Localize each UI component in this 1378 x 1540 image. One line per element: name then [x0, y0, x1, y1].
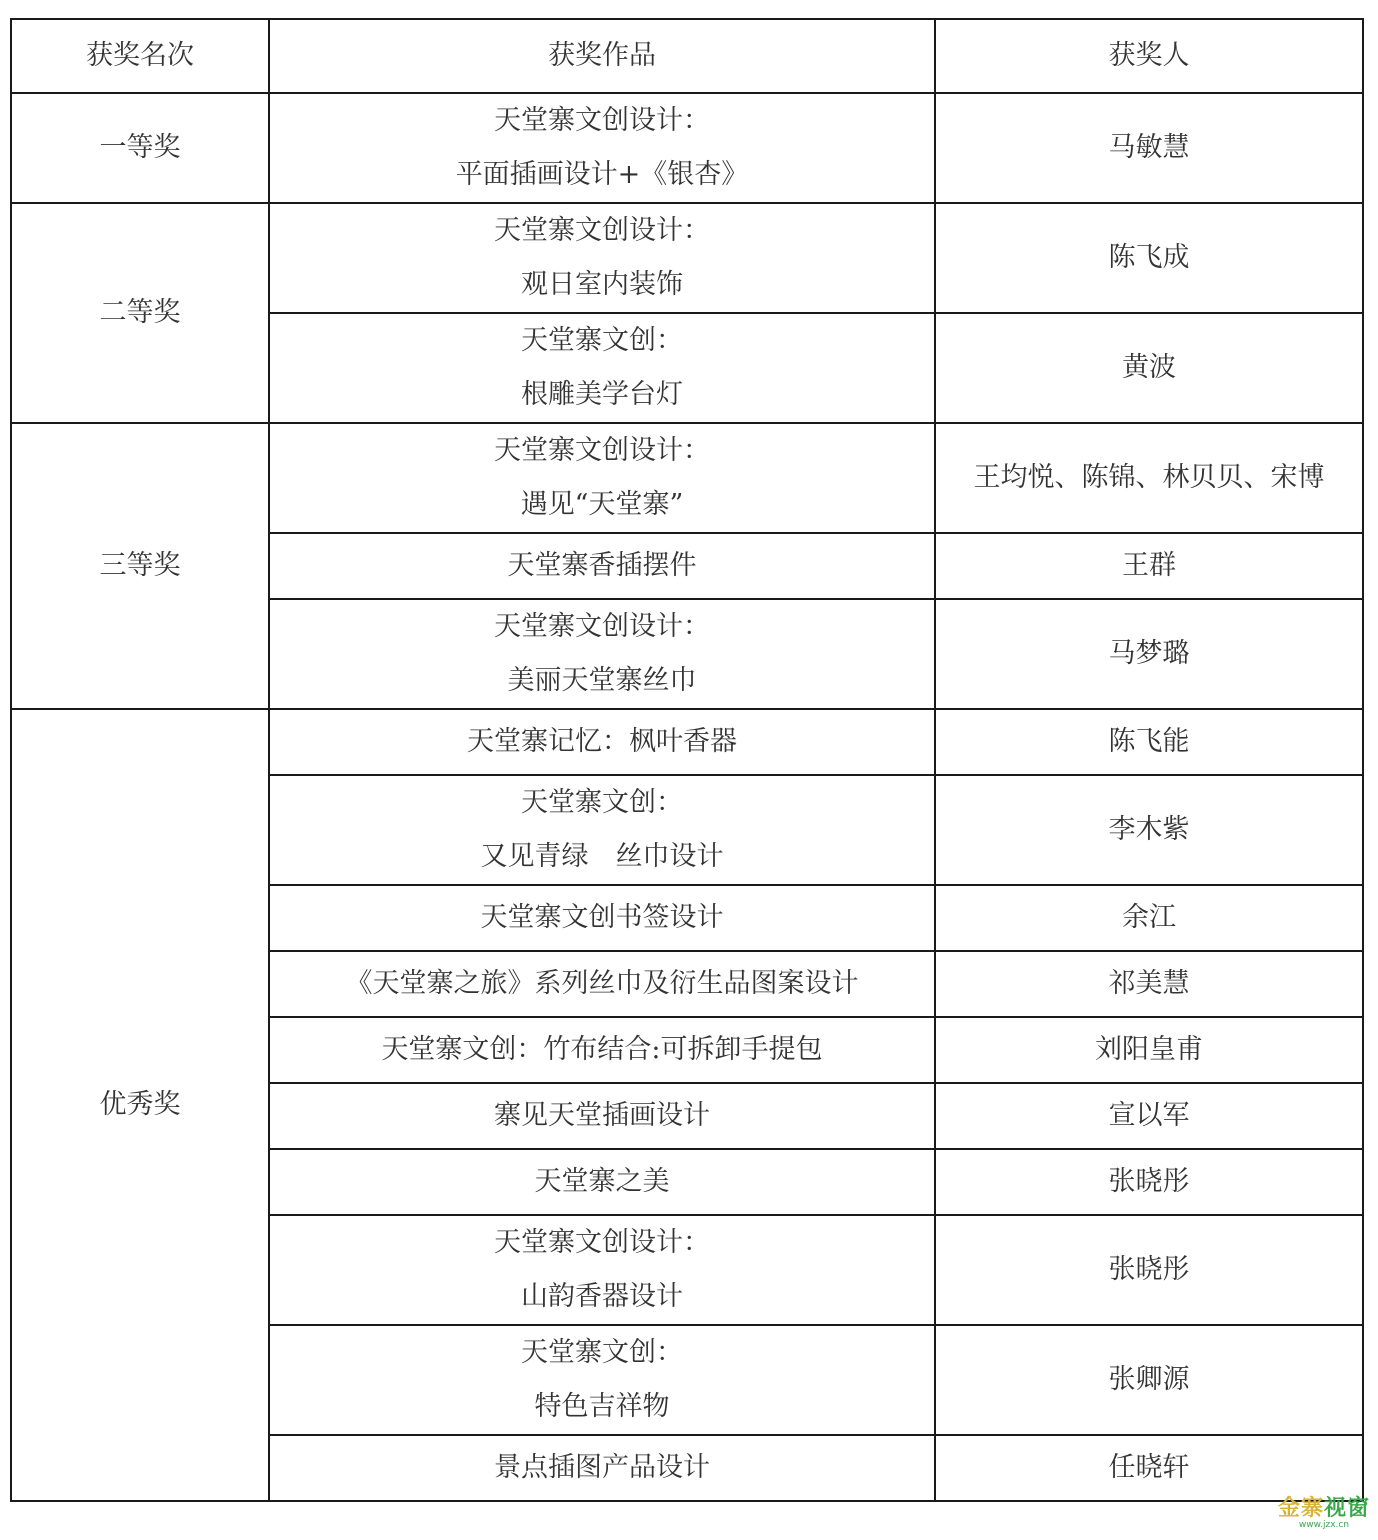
table-row [11, 93, 1363, 203]
winner-cell: 王群 [935, 533, 1363, 599]
work-line: 天堂寨文创： [521, 1337, 683, 1368]
work-line: 平面插画设计+《银杏》 [455, 159, 749, 190]
header-winner: 获奖人 [935, 19, 1363, 93]
work-cell: 寨见天堂插画设计 [269, 1083, 935, 1149]
rank-cell-second: 二等奖 [11, 203, 269, 423]
work-cell: 天堂寨之美 [269, 1149, 935, 1215]
winner-cell: 陈飞成 [935, 203, 1363, 313]
work-cell: 天堂寨文创：竹布结合:可拆卸手提包 [269, 1017, 935, 1083]
work-line: 天堂寨文创设计： [494, 105, 710, 136]
winner-cell: 祁美慧 [935, 951, 1363, 1017]
winner-cell: 马敏慧 [935, 93, 1363, 203]
work-cell [269, 1215, 935, 1325]
work-cell [269, 93, 935, 203]
winner-cell: 陈飞能 [935, 709, 1363, 775]
work-line: 根雕美学台灯 [521, 379, 683, 410]
table-row [11, 423, 1363, 533]
work-cell: 天堂寨香插摆件 [269, 533, 935, 599]
work-cell [269, 775, 935, 885]
header-work: 获奖作品 [269, 19, 935, 93]
work-cell [269, 203, 935, 313]
work-line: 天堂寨文创设计： [494, 611, 710, 642]
winner-cell: 马梦璐 [935, 599, 1363, 709]
work-line: 特色吉祥物 [534, 1391, 670, 1422]
winner-cell: 余江 [935, 885, 1363, 951]
work-line: 遇见“天堂寨” [520, 489, 684, 520]
winner-cell: 李木紫 [935, 775, 1363, 885]
work-line: 天堂寨文创设计： [494, 215, 710, 246]
winner-cell: 任晓轩 [935, 1435, 1363, 1501]
work-line: 天堂寨文创设计： [494, 435, 710, 466]
rank-cell-third: 三等奖 [11, 423, 269, 709]
work-line: 天堂寨文创： [521, 787, 683, 818]
awards-table [10, 18, 1364, 1502]
work-line: 又见青绿 丝巾设计 [480, 841, 724, 872]
watermark-logo-part1: 金寨 [1277, 1496, 1324, 1521]
watermark-logo-text [1278, 1491, 1370, 1522]
rank-cell-first: 一等奖 [11, 93, 269, 203]
winner-cell: 黄波 [935, 313, 1363, 423]
work-line: 美丽天堂寨丝巾 [507, 665, 697, 696]
winner-cell: 王均悦、陈锦、林贝贝、宋博 [935, 423, 1363, 533]
work-cell: 天堂寨文创书签设计 [269, 885, 935, 951]
work-cell: 景点插图产品设计 [269, 1435, 935, 1501]
work-cell [269, 423, 935, 533]
rank-cell-excellence: 优秀奖 [11, 709, 269, 1501]
header-row [11, 19, 1363, 93]
watermark-url: www.jzx.cn [1298, 1520, 1350, 1530]
work-cell [269, 599, 935, 709]
winner-cell: 刘阳皇甫 [935, 1017, 1363, 1083]
winner-cell: 张晓彤 [935, 1149, 1363, 1215]
winner-cell: 宣以军 [935, 1083, 1363, 1149]
table-row [11, 709, 1363, 775]
work-line: 山韵香器设计 [521, 1281, 683, 1312]
work-cell [269, 1325, 935, 1435]
work-line: 天堂寨文创设计： [494, 1227, 710, 1258]
table-row [11, 203, 1363, 313]
work-cell: 《天堂寨之旅》系列丝巾及衍生品图案设计 [269, 951, 935, 1017]
winner-cell: 张晓彤 [935, 1215, 1363, 1325]
watermark-logo-part2: 视窗 [1323, 1496, 1370, 1521]
work-cell [269, 313, 935, 423]
winner-cell: 张卿源 [935, 1325, 1363, 1435]
header-rank: 获奖名次 [11, 19, 269, 93]
work-line: 观日室内装饰 [521, 269, 683, 300]
work-line: 天堂寨文创： [521, 325, 683, 356]
work-cell: 天堂寨记忆：枫叶香器 [269, 709, 935, 775]
watermark-logo [1278, 1491, 1370, 1530]
